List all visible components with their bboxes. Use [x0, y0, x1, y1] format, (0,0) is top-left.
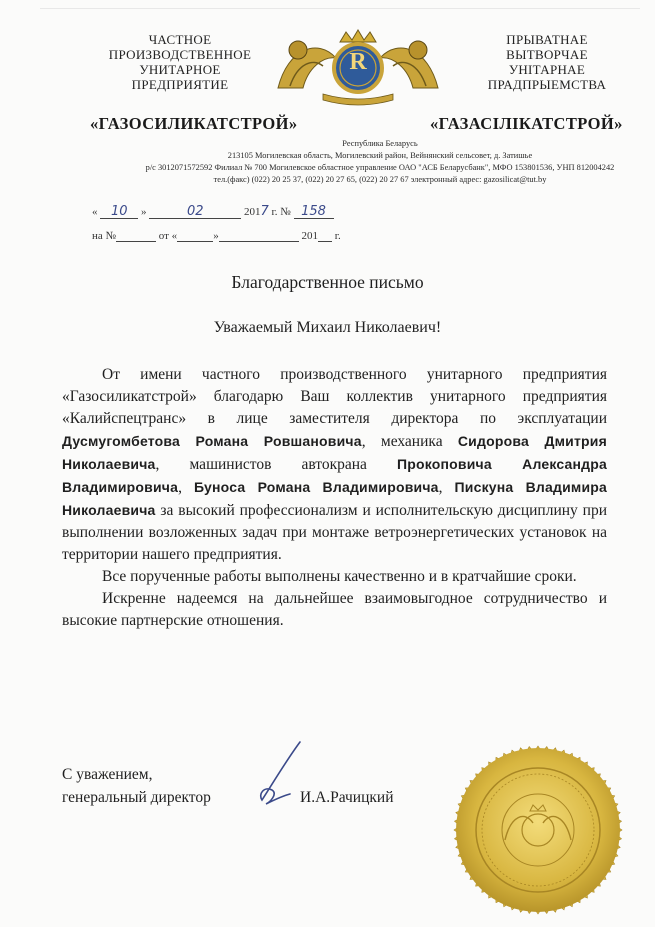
name-bold: Буноса Романа Владимировича	[193, 479, 439, 495]
gold-seal-icon	[453, 745, 623, 915]
ref2-year: 201	[301, 230, 318, 242]
closing-regards: С уважением,	[62, 766, 153, 783]
ref-day: 10	[100, 205, 138, 219]
closing-position: генеральный директор	[62, 789, 211, 806]
signature-icon	[248, 738, 308, 808]
reference-date-line	[92, 204, 334, 219]
company-name-ru: «ГАЗОСИЛИКАТСТРОЙ»	[90, 114, 298, 133]
ref-open-quote: «	[92, 206, 98, 218]
header-left-line: ПРЕДПРИЯТИЕ	[131, 77, 229, 92]
letter-body	[62, 364, 607, 632]
reference-reply-line	[92, 228, 341, 242]
ref-close-quote: »	[141, 206, 147, 218]
header-right-line: УНІТАРНАЕ	[508, 62, 586, 77]
header-left-line: УНИТАРНОЕ	[139, 62, 221, 77]
ref-year-digit: 7	[260, 204, 269, 219]
company-name-by: «ГАЗАСІЛІКАТСТРОЙ»	[430, 114, 623, 133]
body-paragraph-1: От имени частного производственного унитарного предприятия «Газосиликатстрой» благодарю Ваш коллектив унитарного предприятия «Калийспецтранс» в лице заместителя директора по эксплуатации Дусмугомбетова Романа Ровшановича, механика Сидорова Дмитрия Николаевича, машинистов автокрана Прокоповича Александра Владимировича, Буноса Романа Владимировича, Пискуна Владимира Николаевича за высокий профессионализм и исполнительскую дисциплину при выполнении возложенных задач при монтаже ветроэнергетических установок на территории нашего предприятия.	[62, 366, 607, 563]
header-right-block	[462, 32, 632, 92]
address-line: Республика Беларусь	[342, 139, 418, 148]
header-right-line: ПРАДПРЫЕМСТВА	[487, 77, 607, 92]
body-paragraph-3: Искренне надеемся на дальнейшее взаимовыгодное сотрудничество и высокие партнерские отношения.	[62, 590, 607, 629]
body-paragraph-2: Все порученные работы выполнены качественно и в кратчайшие сроки.	[102, 568, 577, 585]
name-bold: Пискуна Владимира Николаевича	[62, 479, 607, 518]
ref2-prefix: на №	[92, 230, 117, 242]
ref-year-suffix: г. №	[271, 206, 291, 218]
ref-number: 158	[294, 205, 334, 219]
name-bold: Прокоповича Александра Владимировича	[62, 456, 607, 495]
letter-title: Благодарственное письмо	[231, 272, 424, 292]
header-left-line: ЧАСТНОЕ	[148, 32, 212, 47]
ref-year-prefix: 201	[244, 206, 261, 218]
ref2-from: от «	[158, 230, 178, 242]
address-line: 213105 Могилевская область, Могилевский район, Вейнянский сельсовет, д. Затишье	[227, 151, 533, 160]
address-line: р/с 3012071572592 Филиал № 700 Могилевское областное управление ОАО "АСБ Беларусбанк", МФО 153801536, УНП 812004242	[145, 163, 615, 172]
scan-edge	[40, 8, 640, 9]
ref-month: 02	[149, 205, 241, 219]
address-line: тел.(факс) (022) 20 25 37, (022) 20 27 65, (022) 20 27 67 электронный адрес: gazosilicat@tut.by	[213, 175, 547, 184]
header-left-line: ПРОИЗВОДСТВЕННОЕ	[108, 47, 252, 62]
ref2-year-suffix: г.	[334, 230, 341, 242]
header-right-line: ВЫТВОРЧАЕ	[506, 47, 588, 62]
name-bold: Сидорова Дмитрия Николаевича	[62, 433, 607, 472]
header-right-line: ПРЫВАТНАЕ	[506, 32, 588, 47]
greeting: Уважаемый Михаил Николаевич!	[213, 319, 442, 336]
name-bold: Дусмугомбетова Романа Ровшановича	[62, 433, 362, 449]
logo-letter: R	[349, 49, 367, 75]
closing-name: И.А.Рачицкий	[300, 789, 394, 806]
header-left-block	[95, 32, 265, 92]
ref2-close: »	[213, 230, 219, 242]
